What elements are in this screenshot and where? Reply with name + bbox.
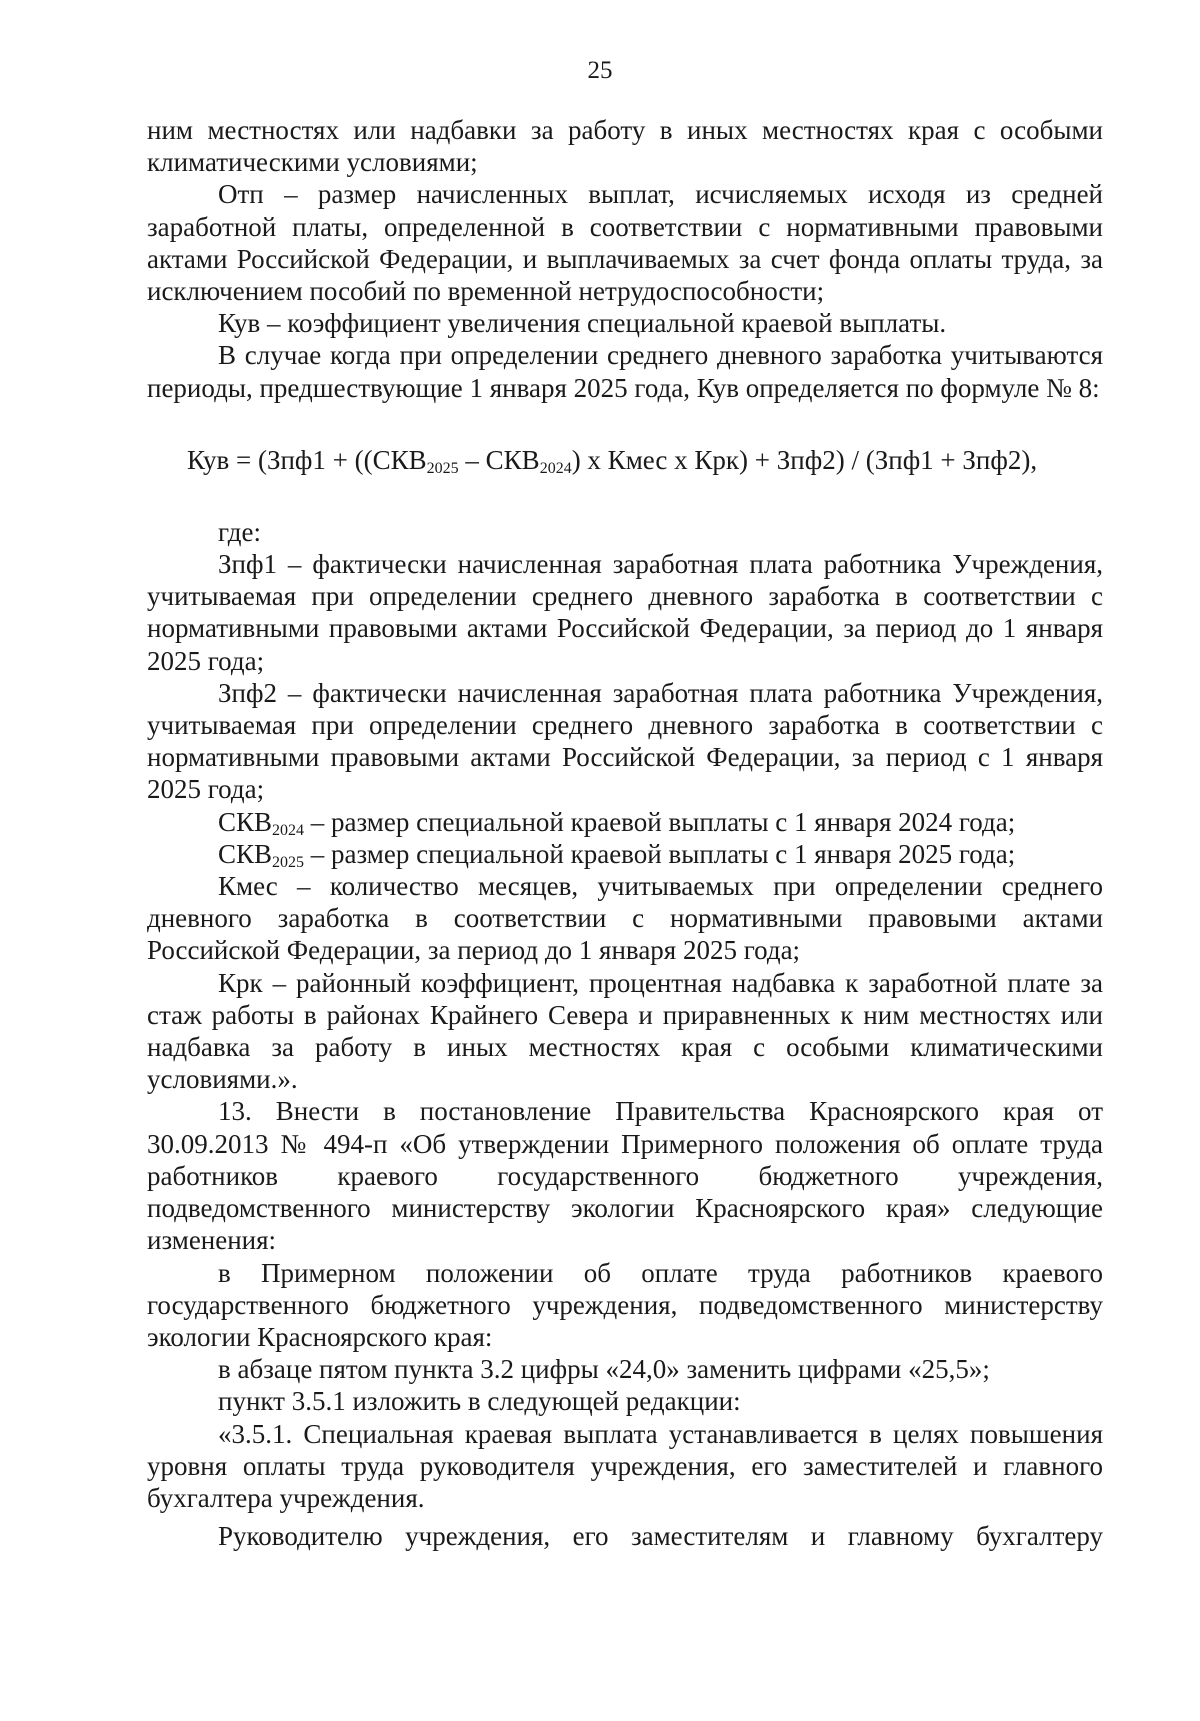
- paragraph-kuv: Кув – коэффициент увеличения специальной краевой выплаты.: [218, 308, 947, 339]
- definition-krk: Крк – районный коэффициент, процентная надбавка к заработной плате за стаж работы в районах Крайнего Севера и приравненных к ним местностях или надбавка за работу в иных местностях края с особыми климатическими условиями.».: [147, 967, 1103, 1095]
- item-13-sub-3: пункт 3.5.1 изложить в следующей редакции:: [218, 1386, 741, 1417]
- definition-kmes: Кмес – количество месяцев, учитываемых при определении среднего дневного заработка в соответствии с нормативными правовыми актами Российской Федерации, за период до 1 января 2025 года;: [147, 871, 1103, 966]
- skv2024-subscript: 2024: [272, 821, 305, 839]
- skv2025-text: – размер специальной краевой выплаты с 1 января 2025 года;: [304, 838, 1016, 869]
- item-13-sub-4: «3.5.1. Специальная краевая выплата устанавливается в целях повышения уровня оплаты труда руководителя учреждения, его заместителей и главного бухгалтера учреждения.: [147, 1418, 1103, 1513]
- skv2024-label: СКВ: [218, 806, 273, 837]
- page-number: 25: [587, 57, 613, 84]
- formula-part-2: – СКВ: [458, 444, 540, 475]
- formula-subscript-2025: 2025: [426, 459, 459, 477]
- formula-part-3: ) х Кмес х Крк) + Зпф2) / (Зпф1 + Зпф2),: [571, 444, 1038, 475]
- paragraph-continuation: ним местностях или надбавки за работу в иных местностях края с особыми климатическими условиями;: [147, 115, 1103, 178]
- skv2024-text: – размер специальной краевой выплаты с 1 января 2024 года;: [304, 806, 1016, 837]
- where-label: где:: [218, 516, 261, 547]
- paragraph-formula-intro: В случае когда при определении среднего дневного заработка учитываются периоды, предшествующие 1 января 2025 года, Кув определяется по формуле № 8:: [147, 340, 1103, 403]
- formula-8: [147, 444, 1103, 476]
- skv2025-label: СКВ: [218, 838, 273, 869]
- item-13-sub-5: Руководителю учреждения, его заместителям и главному бухгалтеру: [218, 1521, 1103, 1552]
- definition-zpf1: Зпф1 – фактически начисленная заработная плата работника Учреждения, учитываемая при определении среднего дневного заработка в соответствии с нормативными правовыми актами Российской Федерации, за период до 1 января 2025 года;: [147, 549, 1103, 676]
- formula-part-1: Кув = (Зпф1 + ((СКВ: [187, 444, 427, 475]
- item-13-intro: 13. Внести в постановление Правительства Красноярского края от 30.09.2013 № 494-п «Об утверждении Примерного положения об оплате труда работников краевого государственного бюджетного учреждения, подведомственного министерству экологии Красноярского края» следующие изменения:: [147, 1096, 1103, 1256]
- item-13-sub-2: в абзаце пятом пункта 3.2 цифры «24,0» заменить цифрами «25,5»;: [218, 1354, 990, 1385]
- definition-skv2024: [147, 806, 1103, 838]
- definition-zpf2: Зпф2 – фактически начисленная заработная плата работника Учреждения, учитываемая при определении среднего дневного заработка в соответствии с нормативными правовыми актами Российской Федерации, за период с 1 января 2025 года;: [147, 677, 1103, 805]
- definition-skv2025: [147, 838, 1103, 870]
- formula-subscript-2024: 2024: [539, 459, 572, 477]
- skv2025-subscript: 2025: [272, 853, 305, 871]
- item-13-sub-1: в Примерном положении об оплате труда работников краевого государственного бюджетного учреждения, подведомственного министерству экологии Красноярского края:: [147, 1257, 1103, 1352]
- document-body: [147, 114, 1103, 1552]
- paragraph-otp: Отп – размер начисленных выплат, исчисляемых исходя из средней заработной платы, определенной в соответствии с нормативными правовыми актами Российской Федерации, и выплачиваемых за счет фонда оплаты труда, за исключением пособий по временной нетрудоспособности;: [147, 179, 1103, 307]
